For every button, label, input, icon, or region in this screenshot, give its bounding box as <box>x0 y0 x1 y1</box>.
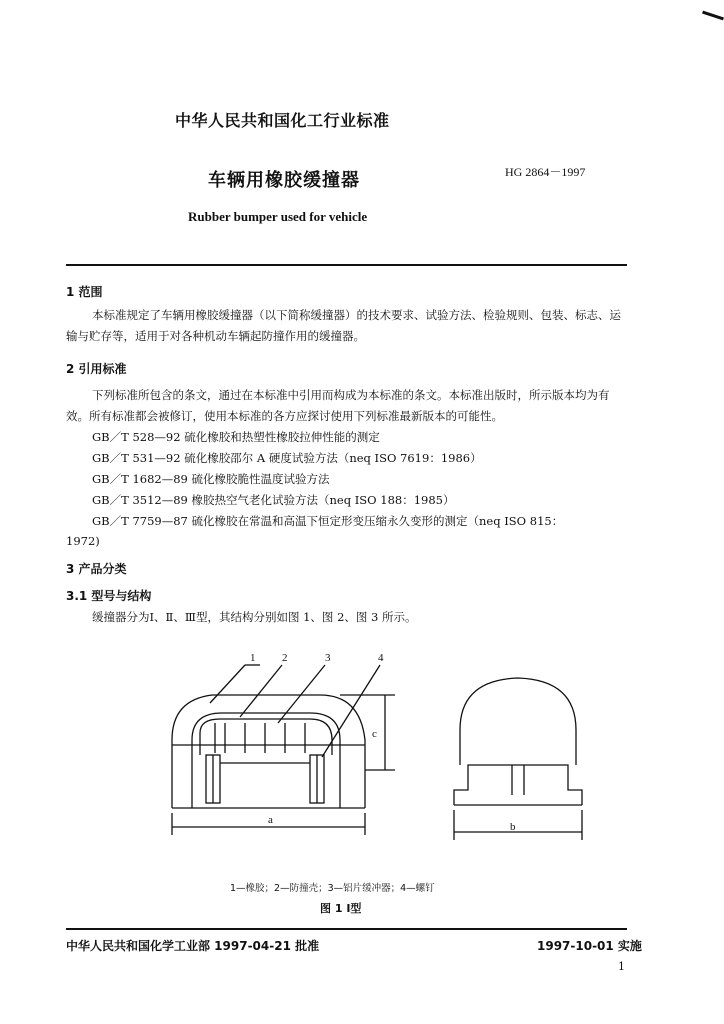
footer-rule <box>66 928 627 930</box>
figure-1-front-view <box>160 645 410 860</box>
reference-item: GB／T 7759—87 硫化橡胶在常温和高温下恒定形变压缩永久变形的测定（neq ISO 815： <box>92 514 564 528</box>
effective-date: 1997-10-01 实施 <box>537 939 642 953</box>
corner-scan-mark <box>702 11 724 21</box>
section-2-heading: 2 引用标准 <box>66 362 127 376</box>
standard-code: HG 2864－1997 <box>505 165 586 179</box>
callout-4: 4 <box>378 652 384 664</box>
approval-line: 中华人民共和国化学工业部 1997-04-21 批准 <box>66 939 320 953</box>
standard-title-cn: 车辆用橡胶缓撞器 <box>208 170 360 191</box>
page-number: 1 <box>618 960 625 973</box>
reference-item: GB／T 531—92 硫化橡胶邵尔 A 硬度试验方法（neq ISO 7619：1986） <box>92 451 482 465</box>
standard-title-en: Rubber bumper used for vehicle <box>188 209 368 224</box>
figure-1-side-view <box>448 670 588 855</box>
callout-2: 2 <box>282 652 288 664</box>
issuer-title: 中华人民共和国化工行业标准 <box>175 111 390 130</box>
reference-item: GB／T 3512—89 橡胶热空气老化试验方法（neq ISO 188：1985） <box>92 493 455 507</box>
reference-item: GB／T 1682—89 硫化橡胶脆性温度试验方法 <box>92 472 330 486</box>
callout-3: 3 <box>325 652 331 664</box>
dimension-b-label: b <box>510 821 516 833</box>
header-rule <box>66 264 627 266</box>
section-3-1-heading: 3.1 型号与结构 <box>66 589 152 603</box>
callout-1: 1 <box>250 652 256 664</box>
dimension-c-label: c <box>372 728 377 740</box>
dimension-a-label: a <box>268 814 273 826</box>
figure-legend: 1—橡胶；2—防撞壳；3—铝片缓冲器；4—螺钉 <box>230 883 435 894</box>
reference-item-cont: 1972) <box>66 534 100 548</box>
section-3-heading: 3 产品分类 <box>66 562 127 576</box>
section-1-heading: 1 范围 <box>66 285 103 299</box>
section-1-text: 本标准规定了车辆用橡胶缓撞器（以下简称缓撞器）的技术要求、试验方法、检验规则、包装、标志、运输与贮存等，适用于对各种机动车辆起防撞作用的缓撞器。 <box>66 308 621 343</box>
section-2-text: 下列标准所包含的条文，通过在本标准中引用而构成为本标准的条文。本标准出版时，所示版本均为有效。所有标准都会被修订，使用本标准的各方应探讨使用下列标准最新版本的可能性。 <box>66 388 610 423</box>
reference-item: GB／T 528—92 硫化橡胶和热塑性橡胶拉伸性能的测定 <box>92 430 380 444</box>
figure-label: 图 1 Ⅰ型 <box>320 902 362 915</box>
section-3-1-text: 缓撞器分为Ⅰ、Ⅱ、Ⅲ型，其结构分别如图 1、图 2、图 3 所示。 <box>92 610 417 624</box>
